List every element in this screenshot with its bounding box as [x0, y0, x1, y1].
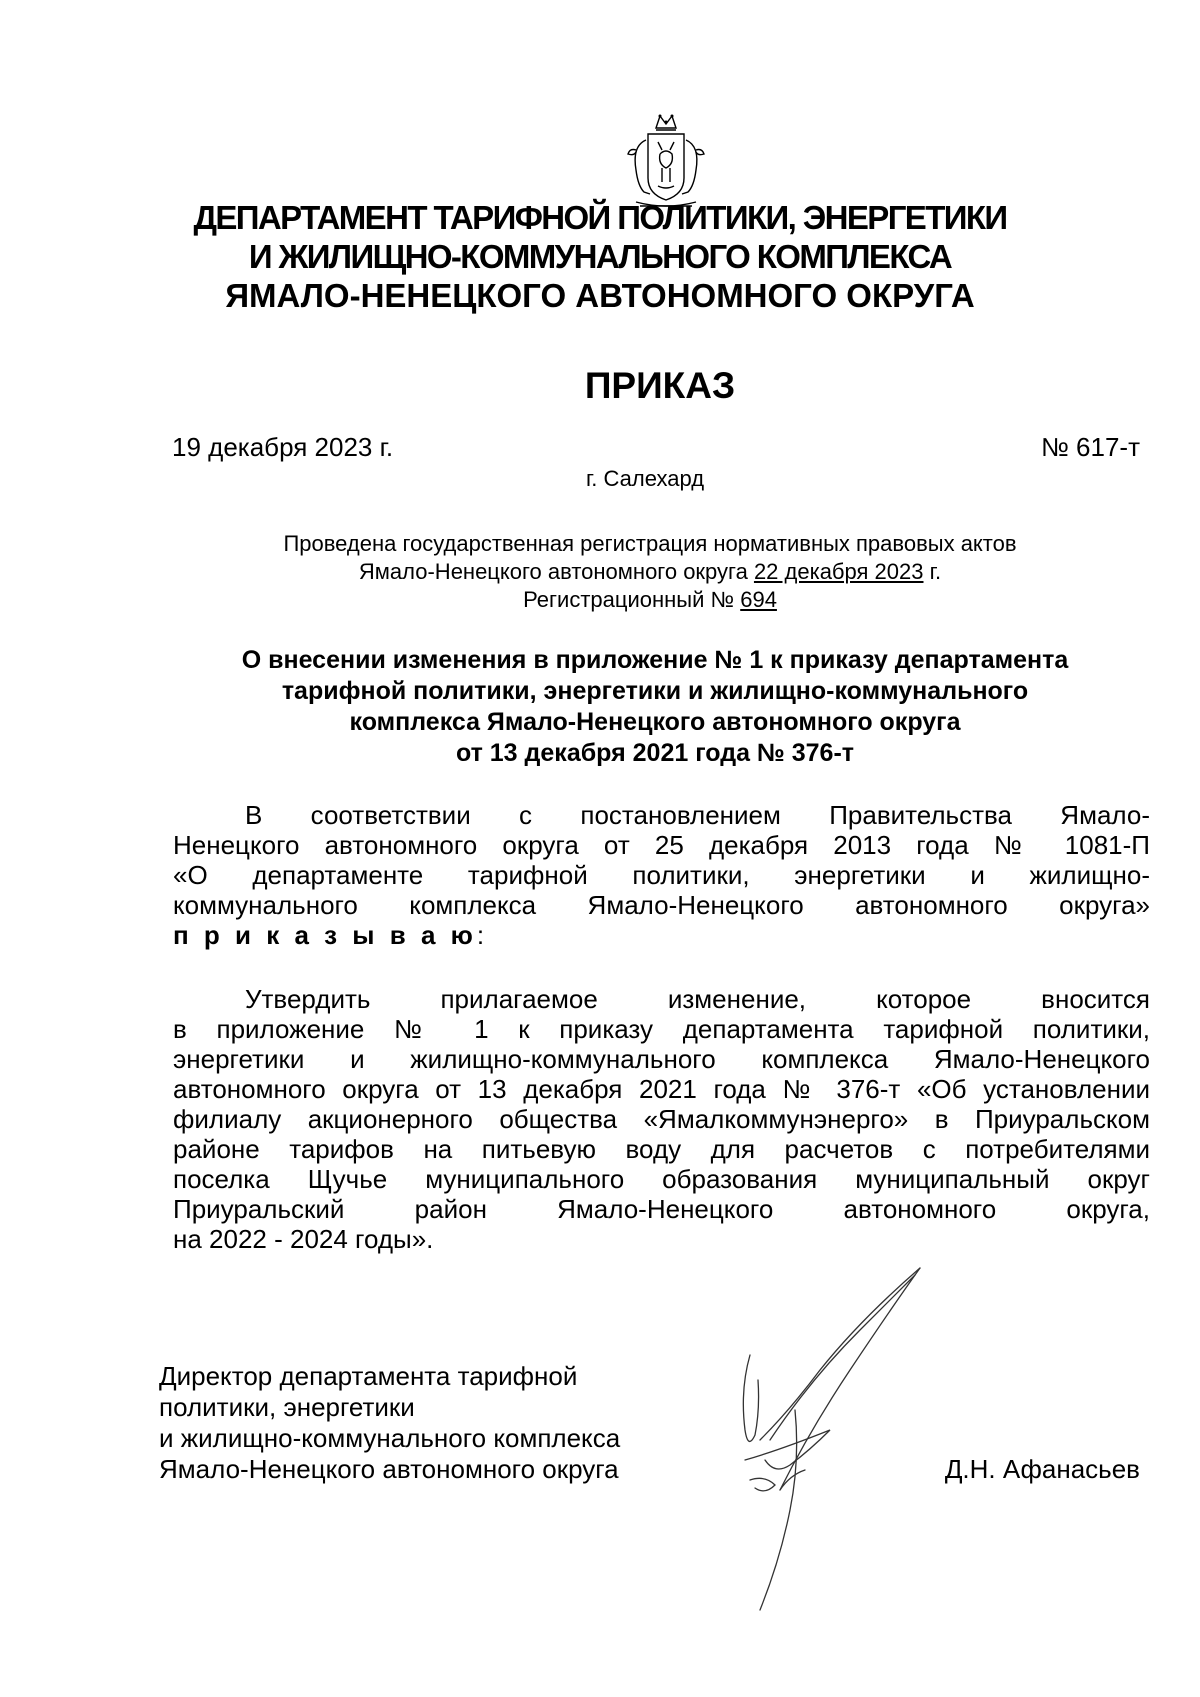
- signatory-title-line-4: Ямало-Ненецкого автономного округа: [159, 1454, 619, 1484]
- handwritten-signature: [720, 1260, 950, 1620]
- preamble-line-4: коммунального комплекса Ямало-Ненецкого автономного округа»: [173, 890, 1150, 920]
- signatory-title-line-2: политики, энергетики: [159, 1392, 415, 1422]
- registration-region-text: Ямало-Ненецкого автономного округа: [358, 559, 754, 584]
- command-colon: :: [476, 920, 485, 950]
- signatory-title-line-3: и жилищно-коммунального комплекса: [159, 1423, 621, 1453]
- registration-line-1: Проведена государственная регистрация нормативных правовых актов: [283, 531, 1017, 556]
- decision-line-2: в приложение № 1 к приказу департамента тарифной политики,: [173, 1014, 1150, 1044]
- decision-line-7: поселка Щучье муниципального образования муниципальный округ: [173, 1164, 1150, 1194]
- department-name-line-1: ДЕПАРТАМЕНТ ТАРИФНОЙ ПОЛИТИКИ, ЭНЕРГЕТИКИ: [193, 199, 1007, 236]
- registration-number: 694: [740, 587, 777, 612]
- preamble-command-line: [173, 920, 1150, 950]
- registration-line-2: [130, 558, 1170, 586]
- subject-line-4: от 13 декабря 2021 года № 376-т: [455, 739, 855, 767]
- decision-line-8: Приуральский район Ямало-Ненецкого автономного округа,: [173, 1194, 1150, 1224]
- registration-year-suffix: г.: [923, 559, 942, 584]
- registration-date: 22 декабря 2023: [753, 559, 924, 584]
- order-date: 19 декабря 2023 г.: [172, 432, 394, 462]
- decision-line-3: энергетики и жилищно-коммунального комплекса Ямало-Ненецкого: [173, 1044, 1150, 1074]
- decision-line-5: филиалу акционерного общества «Ямалкоммунэнерго» в Приуральском: [173, 1104, 1150, 1134]
- subject-line-3: комплекса Ямало-Ненецкого автономного округа: [349, 708, 961, 736]
- registration-number-label: Регистрационный №: [523, 587, 741, 612]
- decision-line-1: Утвердить прилагаемое изменение, которое вносится: [245, 984, 1150, 1014]
- decision-line-6: районе тарифов на питьевую воду для расчетов с потребителями: [173, 1134, 1150, 1164]
- preamble-line-2: Ненецкого автономного округа от 25 декабря 2013 года № 1081-П: [173, 830, 1150, 860]
- subject-line-2: тарифной политики, энергетики и жилищно-коммунального: [281, 677, 1029, 705]
- preamble-line-3: «О департаменте тарифной политики, энергетики и жилищно-: [173, 860, 1150, 890]
- registration-line-3: [130, 586, 1170, 614]
- subject-line-1: О внесении изменения в приложение № 1 к приказу департамента: [241, 646, 1069, 674]
- signatory-title-line-1: Директор департамента тарифной: [159, 1361, 578, 1391]
- order-number: № 617-т: [1040, 432, 1140, 462]
- department-name-line-3: ЯМАЛО-НЕНЕЦКОГО АВТОНОМНОГО ОКРУГА: [225, 277, 975, 314]
- decision-line-4: автономного округа от 13 декабря 2021 года № 376-т «Об установлении: [173, 1074, 1150, 1104]
- decision-line-9: на 2022 - 2024 годы».: [173, 1224, 434, 1254]
- preamble-line-1: В соответствии с постановлением Правительства Ямало-: [245, 800, 1150, 830]
- department-name-line-2: И ЖИЛИЩНО-КОММУНАЛЬНОГО КОМПЛЕКСА: [248, 238, 952, 275]
- order-city: г. Салехард: [585, 466, 705, 491]
- signatory-name: Д.Н. Афанасьев: [944, 1454, 1140, 1484]
- order-title: ПРИКАЗ: [584, 365, 736, 406]
- command-word: п р и к а з ы в а ю: [173, 920, 477, 950]
